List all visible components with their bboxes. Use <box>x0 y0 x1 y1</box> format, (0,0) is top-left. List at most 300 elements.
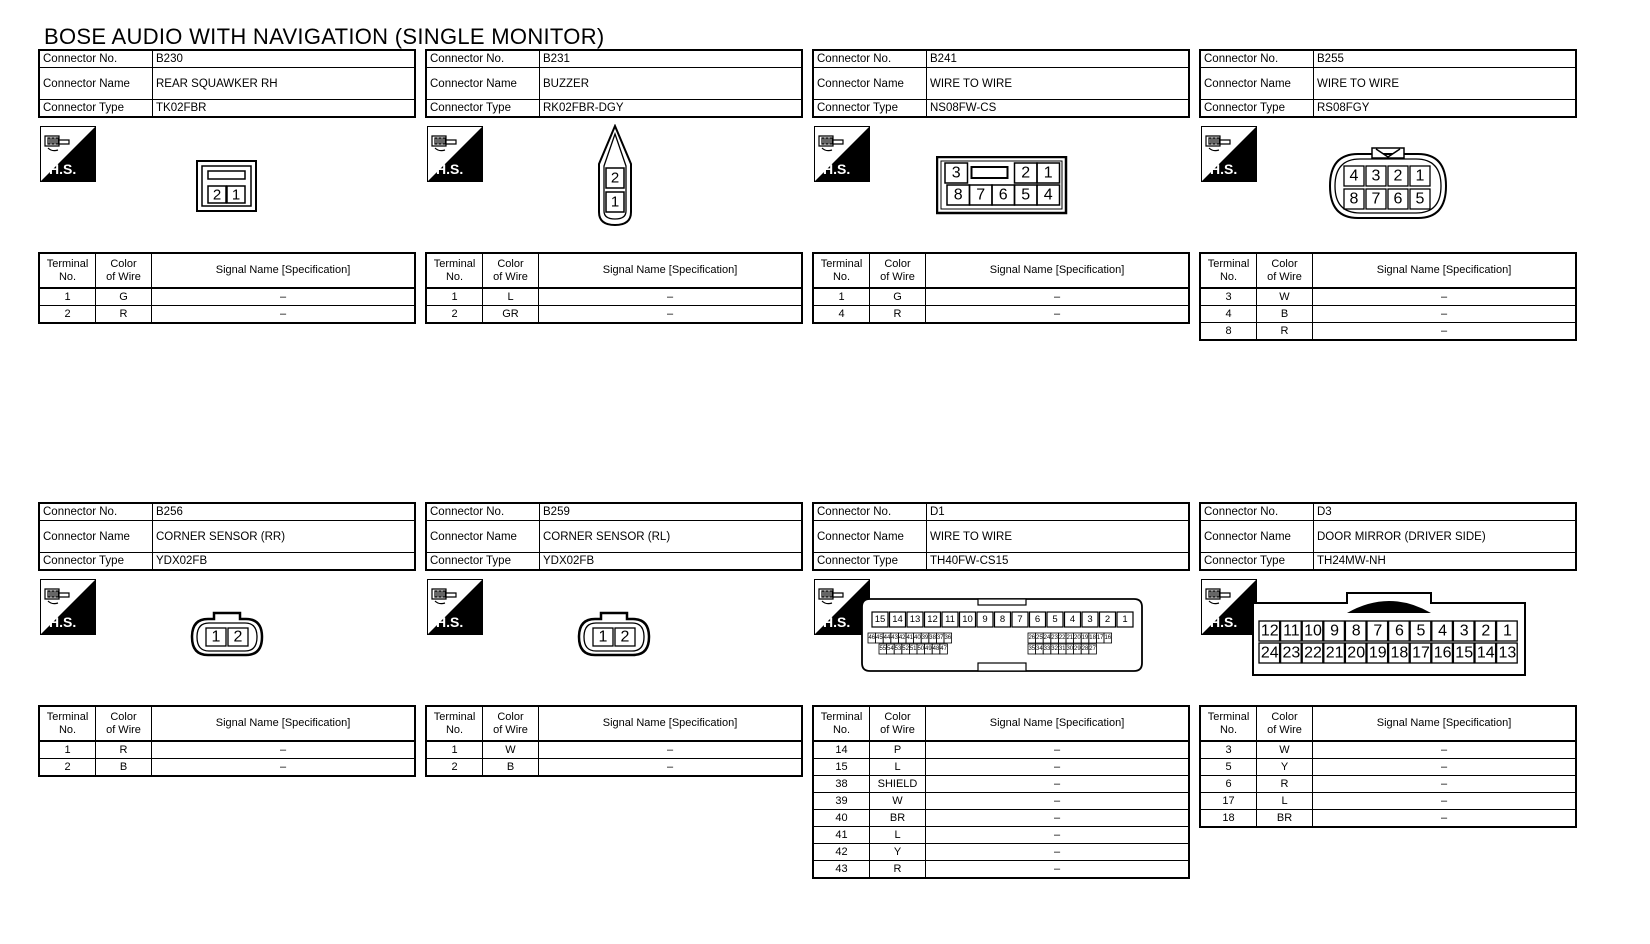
connector-diagram <box>1199 571 1577 705</box>
wire-color-cell: L <box>1257 793 1313 810</box>
table-row <box>426 741 802 759</box>
terminal-header-line2: No. <box>445 270 464 283</box>
signal-name-cell: – <box>926 793 1190 810</box>
signal-name-cell: – <box>1313 323 1577 341</box>
pin-label: 8 <box>999 614 1006 625</box>
table-row <box>1200 776 1576 793</box>
signal-name-cell: – <box>926 288 1190 306</box>
wire-color-header <box>870 253 926 288</box>
table-row <box>1200 810 1576 828</box>
connector-face-diagram <box>936 156 1068 216</box>
table-row <box>813 844 1189 861</box>
connector-type-value: TH24MW-NH <box>1314 553 1577 571</box>
wire-color-cell: R <box>96 306 152 324</box>
pin-label: 37 <box>936 635 944 641</box>
connector-no-label: Connector No. <box>39 50 153 68</box>
wire-color-header <box>1257 706 1313 741</box>
wire-color-cell: L <box>483 288 539 306</box>
hs-label: H.S. <box>1210 614 1238 630</box>
terminal-table <box>425 252 803 324</box>
connector-no-value: D1 <box>927 503 1190 521</box>
color-header-line1: Color <box>497 257 524 270</box>
connector-no-value: B241 <box>927 50 1190 68</box>
terminal-no-cell: 3 <box>1200 741 1257 759</box>
terminal-no-header <box>426 253 483 288</box>
wire-color-cell: B <box>96 759 152 777</box>
connector-info-table <box>1199 502 1577 571</box>
connector-no-value: B230 <box>153 50 416 68</box>
wire-color-cell: L <box>870 759 926 776</box>
pin-label: 1 <box>231 186 241 204</box>
connector-name-value: REAR SQUAWKER RH <box>153 68 416 100</box>
table-row <box>1200 793 1576 810</box>
table-row <box>39 759 415 777</box>
pin-label: 2 <box>1021 164 1031 182</box>
pin-label: 20 <box>1074 635 1081 641</box>
pin-label: 12 <box>927 614 938 625</box>
color-header-line1: Color <box>1271 257 1298 270</box>
color-header-line2: of Wire <box>493 270 528 283</box>
signal-name-cell: – <box>1313 810 1577 828</box>
pin-label: 4 <box>1349 167 1359 185</box>
terminal-no-cell: 5 <box>1200 759 1257 776</box>
color-header-line2: of Wire <box>880 723 915 736</box>
pin-label: 19 <box>1368 644 1387 662</box>
connector-diagram <box>812 571 1190 705</box>
terminal-no-header <box>1200 253 1257 288</box>
connector-name-label: Connector Name <box>1200 521 1314 553</box>
signal-name-header: Signal Name [Specification] <box>539 253 803 288</box>
signal-name-cell: – <box>926 306 1190 324</box>
pin-label: 10 <box>1304 622 1322 640</box>
terminal-table <box>812 252 1190 324</box>
connector-info-table <box>425 49 803 118</box>
pin-label: 18 <box>1089 635 1096 641</box>
signal-name-header: Signal Name [Specification] <box>539 706 803 741</box>
pin-label: 36 <box>944 635 952 641</box>
connector-name-label: Connector Name <box>426 521 540 553</box>
connector-type-value: NS08FW-CS <box>927 100 1190 118</box>
pin-label: 24 <box>1260 644 1279 662</box>
wire-color-header <box>483 706 539 741</box>
pin-label: 2 <box>233 628 243 646</box>
signal-name-cell: – <box>539 759 803 777</box>
connector-face-diagram <box>190 611 264 659</box>
wire-color-cell: R <box>870 861 926 879</box>
connector-diagram <box>812 118 1190 252</box>
connector-name-value: WIRE TO WIRE <box>927 68 1190 100</box>
table-row <box>813 741 1189 759</box>
signal-name-header: Signal Name [Specification] <box>1313 253 1577 288</box>
terminal-no-header <box>813 253 870 288</box>
pin-label: 7 <box>1017 614 1023 625</box>
terminal-no-cell: 2 <box>39 759 96 777</box>
table-row <box>39 306 415 324</box>
signal-name-cell: – <box>539 288 803 306</box>
pin-label: 42 <box>898 635 906 641</box>
pin-label: 5 <box>1052 614 1058 625</box>
pin-label: 21 <box>1325 644 1344 662</box>
pin-label: 39 <box>921 635 929 641</box>
pin-label: 9 <box>982 614 988 625</box>
connector-type-label: Connector Type <box>39 100 153 118</box>
pin-label: 13 <box>909 614 921 625</box>
pin-label: 48 <box>932 646 940 652</box>
pin-label: 8 <box>1349 190 1359 208</box>
page-title: BOSE AUDIO WITH NAVIGATION (SINGLE MONITOR) <box>44 24 605 49</box>
locking-tab <box>978 663 1026 671</box>
pin-label: 15 <box>874 614 886 625</box>
pin-label: 53 <box>894 646 902 652</box>
table-row <box>813 288 1189 306</box>
pin-label: 1 <box>1415 167 1425 185</box>
table-row <box>1200 306 1576 323</box>
color-header-line1: Color <box>497 710 524 723</box>
harness-side-icon <box>1201 126 1257 182</box>
connector-face-diagram <box>196 160 258 214</box>
connector-diagram <box>1199 118 1577 252</box>
connector-name-label: Connector Name <box>426 68 540 100</box>
terminal-no-cell: 1 <box>39 741 96 759</box>
pin-label: 24 <box>1043 635 1051 641</box>
signal-name-cell: – <box>926 759 1190 776</box>
signal-name-cell: – <box>926 810 1190 827</box>
pin-label: 17 <box>1412 644 1430 662</box>
color-header-line1: Color <box>1271 710 1298 723</box>
signal-name-cell: – <box>926 827 1190 844</box>
connector-type-value: YDX02FB <box>153 553 416 571</box>
terminal-no-cell: 17 <box>1200 793 1257 810</box>
terminal-no-cell: 3 <box>1200 288 1257 306</box>
connector-panel-b241 <box>812 49 1190 324</box>
connector-no-label: Connector No. <box>39 503 153 521</box>
signal-name-cell: – <box>926 861 1190 879</box>
color-header-line2: of Wire <box>1267 270 1302 283</box>
connector-name-value: WIRE TO WIRE <box>927 521 1190 553</box>
connector-face-diagram <box>596 124 634 228</box>
pin-label: 7 <box>1373 622 1383 640</box>
wire-color-cell: SHIELD <box>870 776 926 793</box>
pin-label: 38 <box>929 635 936 641</box>
color-header-line1: Color <box>884 710 911 723</box>
table-row <box>1200 323 1576 341</box>
terminal-header-line2: No. <box>58 270 77 283</box>
pin-label: 3 <box>1371 167 1381 185</box>
table-row <box>813 759 1189 776</box>
signal-name-cell: – <box>926 844 1190 861</box>
hs-label: H.S. <box>823 614 851 630</box>
color-header-line2: of Wire <box>106 270 141 283</box>
table-row <box>813 861 1189 879</box>
terminal-header-line1: Terminal <box>1207 710 1250 723</box>
connector-name-value: BUZZER <box>540 68 803 100</box>
wire-color-cell: Y <box>1257 759 1313 776</box>
pin-label: 27 <box>1089 646 1096 652</box>
connector-info-table <box>38 502 416 571</box>
terminal-no-cell: 43 <box>813 861 870 879</box>
signal-name-header: Signal Name [Specification] <box>152 253 416 288</box>
terminal-table <box>1199 252 1577 341</box>
table-row <box>813 827 1189 844</box>
color-header-line1: Color <box>110 710 137 723</box>
terminal-header-line1: Terminal <box>1207 257 1250 270</box>
signal-name-cell: – <box>1313 793 1577 810</box>
connector-name-value: CORNER SENSOR (RR) <box>153 521 416 553</box>
wire-color-cell: R <box>96 741 152 759</box>
housing-outline <box>579 613 649 655</box>
pin-label: 41 <box>906 635 914 641</box>
pin-label: 2 <box>1104 614 1111 625</box>
wire-color-header <box>870 706 926 741</box>
connector-no-value: B255 <box>1314 50 1577 68</box>
terminal-table <box>425 705 803 777</box>
signal-name-cell: – <box>152 759 416 777</box>
terminal-no-cell: 39 <box>813 793 870 810</box>
pin-label: 2 <box>610 169 620 187</box>
terminal-no-header <box>426 706 483 741</box>
terminal-no-header <box>813 706 870 741</box>
table-row <box>39 741 415 759</box>
wire-color-cell: L <box>870 827 926 844</box>
terminal-header-line2: No. <box>445 723 464 736</box>
housing-outline <box>192 613 262 655</box>
color-header-line1: Color <box>110 257 137 270</box>
terminal-table <box>38 705 416 777</box>
pin-label: 40 <box>914 635 921 641</box>
pin-label: 32 <box>1051 646 1058 652</box>
pin-label: 14 <box>892 614 903 625</box>
pin-label: 6 <box>1394 622 1404 640</box>
pin-label: 1 <box>1122 614 1128 625</box>
connector-no-value: B231 <box>540 50 803 68</box>
connector-panel-d1 <box>812 502 1190 879</box>
table-row <box>813 306 1189 324</box>
terminal-no-cell: 15 <box>813 759 870 776</box>
terminal-header-line2: No. <box>1219 270 1238 283</box>
terminal-no-cell: 1 <box>426 741 483 759</box>
connector-type-label: Connector Type <box>813 553 927 571</box>
connector-face-diagram <box>1251 591 1527 677</box>
pin-label: 21 <box>1066 635 1074 641</box>
pin-label: 26 <box>1028 635 1036 641</box>
color-header-line2: of Wire <box>493 723 528 736</box>
harness-side-icon <box>40 579 96 635</box>
connector-info-table <box>425 502 803 571</box>
connector-panel-b256 <box>38 502 416 777</box>
signal-name-header: Signal Name [Specification] <box>926 253 1190 288</box>
terminal-table <box>1199 705 1577 828</box>
pin-label: 2 <box>1393 167 1403 185</box>
terminal-header-line2: No. <box>58 723 77 736</box>
wire-color-cell: BR <box>1257 810 1313 828</box>
pin-label: 6 <box>1393 190 1403 208</box>
terminal-no-cell: 2 <box>426 759 483 777</box>
connector-diagram <box>425 571 803 705</box>
connector-no-value: B256 <box>153 503 416 521</box>
hs-label: H.S. <box>1210 161 1238 177</box>
terminal-no-cell: 4 <box>1200 306 1257 323</box>
pin-label: 1 <box>211 628 221 646</box>
terminal-no-cell: 18 <box>1200 810 1257 828</box>
table-row <box>426 306 802 324</box>
table-row <box>426 759 802 777</box>
terminal-no-cell: 1 <box>813 288 870 306</box>
pin-label: 50 <box>917 646 925 652</box>
pin-label: 3 <box>951 164 961 182</box>
terminal-header-line2: No. <box>1219 723 1238 736</box>
pin-label: 33 <box>1043 646 1051 652</box>
connector-diagram <box>38 571 416 705</box>
connector-type-value: TH40FW-CS15 <box>927 553 1190 571</box>
connector-name-label: Connector Name <box>39 68 153 100</box>
connector-type-value: RK02FBR-DGY <box>540 100 803 118</box>
connector-type-label: Connector Type <box>426 100 540 118</box>
connector-name-label: Connector Name <box>813 68 927 100</box>
pin-label: 34 <box>1036 646 1043 652</box>
pin-label: 8 <box>1351 622 1361 640</box>
connector-name-value: CORNER SENSOR (RL) <box>540 521 803 553</box>
hs-label: H.S. <box>436 161 464 177</box>
terminal-no-header <box>1200 706 1257 741</box>
table-row <box>813 776 1189 793</box>
pin-label: 35 <box>1028 646 1036 652</box>
connector-type-label: Connector Type <box>426 553 540 571</box>
terminal-header-line1: Terminal <box>433 710 476 723</box>
harness-side-icon <box>427 126 483 182</box>
table-row <box>813 810 1189 827</box>
connector-panel-b259 <box>425 502 803 777</box>
signal-name-cell: – <box>1313 776 1577 793</box>
terminal-no-cell: 4 <box>813 306 870 324</box>
wire-color-cell: R <box>870 306 926 324</box>
pin-label: 6 <box>998 186 1008 204</box>
pin-label: 55 <box>879 646 887 652</box>
pin-label: 4 <box>1438 622 1448 640</box>
signal-name-cell: – <box>1313 759 1577 776</box>
connector-type-label: Connector Type <box>813 100 927 118</box>
terminal-no-cell: 6 <box>1200 776 1257 793</box>
locking-tab <box>978 599 1026 605</box>
terminal-table <box>812 705 1190 879</box>
pin-label: 28 <box>1081 646 1089 652</box>
terminal-header-line1: Terminal <box>820 710 863 723</box>
signal-name-cell: – <box>539 741 803 759</box>
hs-label: H.S. <box>49 161 77 177</box>
pin-label: 52 <box>902 646 909 652</box>
signal-name-cell: – <box>152 288 416 306</box>
pin-label: 14 <box>1476 644 1495 662</box>
connector-no-label: Connector No. <box>813 503 927 521</box>
terminal-no-cell: 14 <box>813 741 870 759</box>
wire-color-header <box>1257 253 1313 288</box>
pin-label: 22 <box>1058 635 1066 641</box>
table-row <box>1200 741 1576 759</box>
pin-label: 47 <box>940 646 947 652</box>
terminal-no-cell: 2 <box>39 306 96 324</box>
pin-label: 29 <box>1074 646 1081 652</box>
pin-label: 49 <box>925 646 932 652</box>
pin-label: 13 <box>1498 644 1517 662</box>
connector-panel-b231 <box>425 49 803 324</box>
terminal-header-line1: Terminal <box>820 257 863 270</box>
pin-label: 25 <box>1036 635 1043 641</box>
pin-label: 19 <box>1081 635 1089 641</box>
connector-type-label: Connector Type <box>39 553 153 571</box>
terminal-no-cell: 1 <box>426 288 483 306</box>
connector-no-value: D3 <box>1314 503 1577 521</box>
connector-no-label: Connector No. <box>426 50 540 68</box>
signal-name-cell: – <box>1313 306 1577 323</box>
connector-name-label: Connector Name <box>813 521 927 553</box>
pin-label: 16 <box>1104 635 1112 641</box>
pin-label: 5 <box>1415 190 1425 208</box>
hs-label: H.S. <box>823 161 851 177</box>
wire-color-header <box>483 253 539 288</box>
hs-label: H.S. <box>49 614 77 630</box>
connector-type-value: RS08FGY <box>1314 100 1577 118</box>
pin-label: 2 <box>212 186 222 204</box>
signal-name-cell: – <box>152 741 416 759</box>
table-row <box>426 288 802 306</box>
pin-label: 5 <box>1021 186 1031 204</box>
pin-label: 8 <box>953 186 963 204</box>
harness-side-icon <box>40 126 96 182</box>
terminal-no-cell: 1 <box>39 288 96 306</box>
wire-color-cell: B <box>1257 306 1313 323</box>
terminal-header-line1: Terminal <box>46 257 89 270</box>
pin-label: 15 <box>1455 644 1474 662</box>
terminal-no-cell: 38 <box>813 776 870 793</box>
terminal-no-cell: 2 <box>426 306 483 324</box>
table-row <box>39 288 415 306</box>
connector-info-table <box>1199 49 1577 118</box>
wire-color-cell: G <box>870 288 926 306</box>
connector-no-label: Connector No. <box>1200 50 1314 68</box>
connector-no-value: B259 <box>540 503 803 521</box>
connector-diagram <box>38 118 416 252</box>
wire-color-cell: B <box>483 759 539 777</box>
signal-name-cell: – <box>926 741 1190 759</box>
pin-label: 23 <box>1282 644 1301 662</box>
wire-color-cell: W <box>483 741 539 759</box>
wire-color-cell: W <box>1257 288 1313 306</box>
connector-face-diagram <box>860 597 1144 675</box>
connector-name-value: WIRE TO WIRE <box>1314 68 1577 100</box>
pin-label: 3 <box>1087 614 1093 625</box>
pin-label: 11 <box>945 614 955 625</box>
pin-label: 11 <box>1283 622 1300 640</box>
color-header-line2: of Wire <box>880 270 915 283</box>
pin-label: 31 <box>1058 646 1066 652</box>
pin-label: 2 <box>1481 622 1491 640</box>
connector-info-table <box>812 502 1190 571</box>
harness-side-icon <box>814 126 870 182</box>
terminal-header-line2: No. <box>832 270 851 283</box>
connector-name-label: Connector Name <box>39 521 153 553</box>
connector-no-label: Connector No. <box>426 503 540 521</box>
wire-color-cell: W <box>870 793 926 810</box>
signal-name-header: Signal Name [Specification] <box>1313 706 1577 741</box>
signal-name-cell: – <box>1313 288 1577 306</box>
table-row <box>1200 288 1576 306</box>
terminal-header-line2: No. <box>832 723 851 736</box>
connector-type-value: TK02FBR <box>153 100 416 118</box>
pin-label: 22 <box>1304 644 1322 662</box>
wire-color-cell: P <box>870 741 926 759</box>
terminal-header-line1: Terminal <box>433 257 476 270</box>
pin-label: 1 <box>1043 164 1053 182</box>
pin-label: 1 <box>1502 622 1512 640</box>
